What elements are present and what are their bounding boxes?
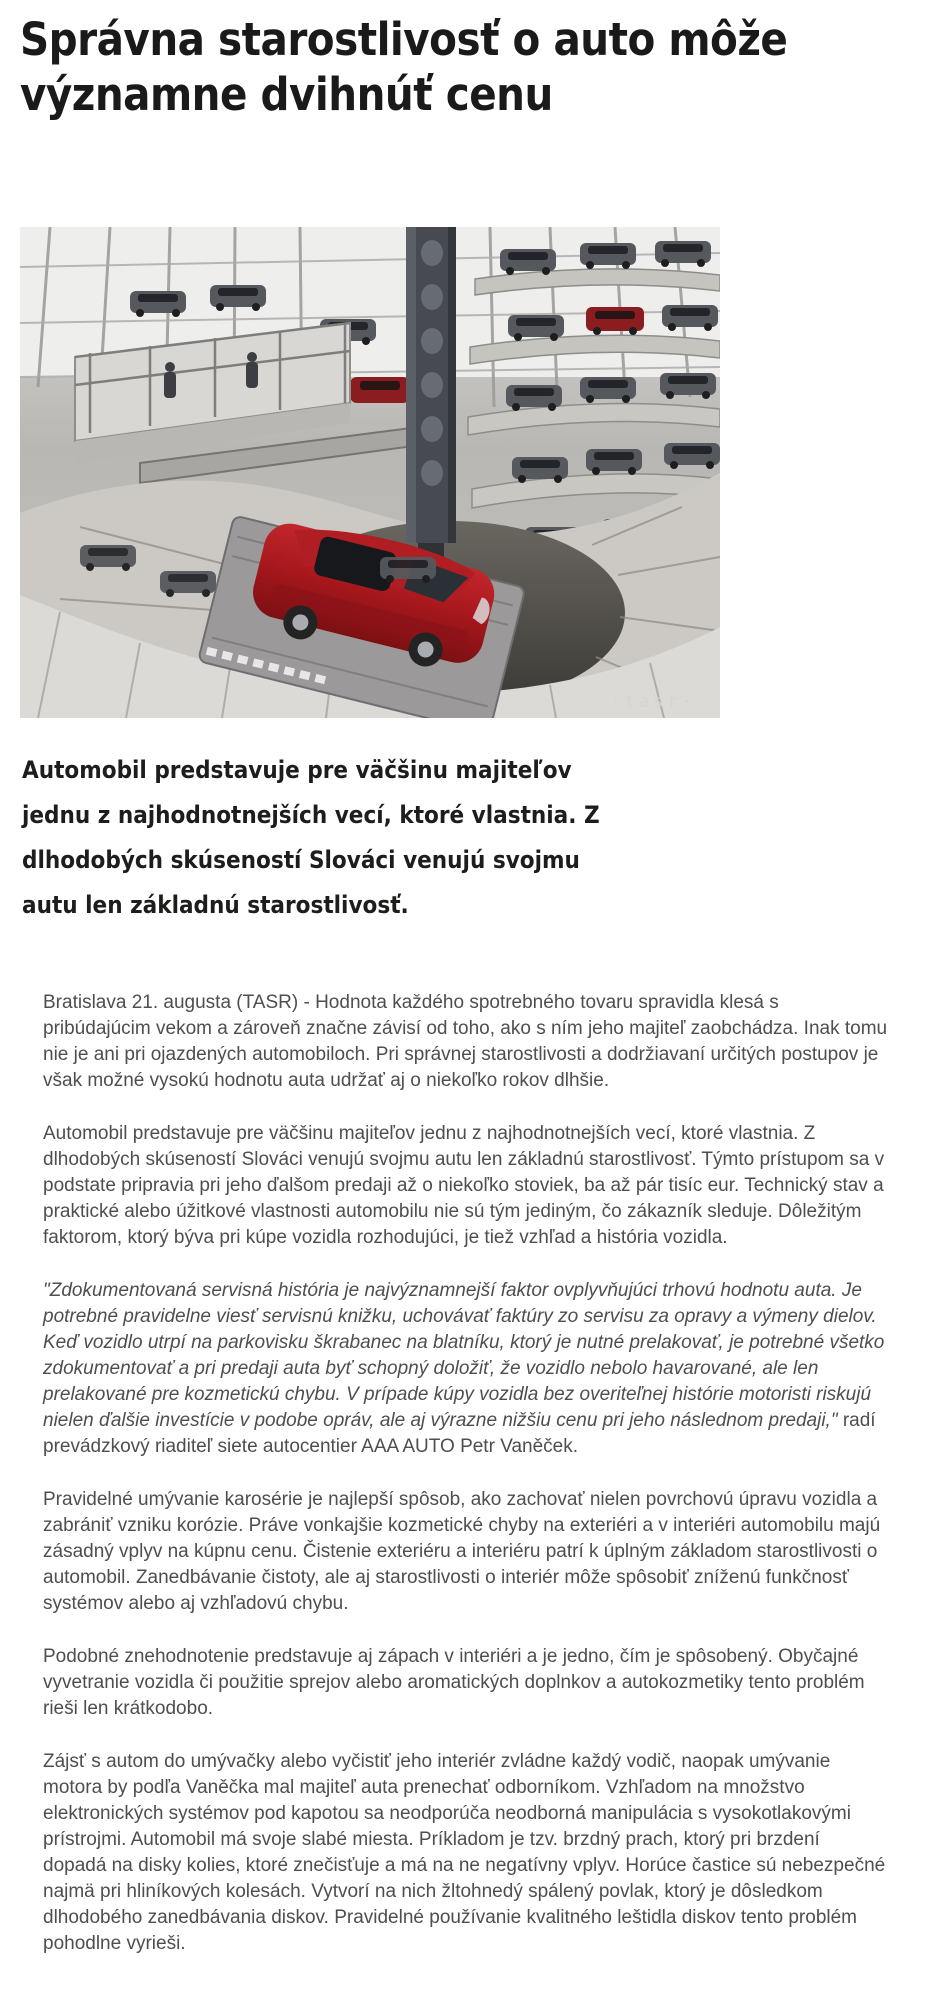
article-lead: Automobil predstavuje pre väčšinu majiteľov jednu z najhodnotnejších vecí, ktoré vlastnia. Z dlhodobých skúseností Slováci venujú svojmu autu len základnú starostlivosť. xyxy=(22,756,600,919)
article-photo-figure xyxy=(20,227,720,718)
article-title: Správna starostlivosť o auto môže významne dvihnúť cenu xyxy=(20,13,788,121)
car-tower-photo[interactable] xyxy=(20,227,720,718)
article-paragraph-5: Podobné znehodnotenie predstavuje aj zápach v interiéri a je jedno, čím je spôsobený. Obyčajné vyvetranie vozidla či použitie sprejov alebo aromatických doplnkov a autokozmetiky tento problém rieši len krátkodobo. xyxy=(43,1646,865,1719)
article-paragraph-4: Pravidelné umývanie karosérie je najlepší spôsob, ako zachovať nielen povrchovú úpravu vozidla a zabrániť vzniku korózie. Práve vonkajšie kozmetické chyby na exteriéri a v interiéri automobilu majú zásadný vplyv na kúpnu cenu. Čistenie exteriéru a interiéru patrí k úplným základom starostlivosti o automobil. Zanedbávanie čistoty, ale aj starostlivosti o interiér môže spôsobiť zníženú funkčnosť systémov alebo aj vzhľadovú chybu. xyxy=(43,1489,881,1614)
article-paragraph-2: Automobil predstavuje pre väčšinu majiteľov jednu z najhodnotnejších vecí, ktoré vlastnia. Z dlhodobých skúseností Slováci venujú svojmu autu len základnú starostlivosť. Týmto prístupom sa v podstate pripravia pri jeho ďalšom predaji až o niekoľko stoviek, ba až pár tisíc eur. Technický stav a praktické alebo úžitkové vlastnosti automobilu nie sú tým jediným, čo zákazník sleduje. Dôležitým faktorom, ktorý býva pri kúpe vozidla rozhodujúci, je tiež vzhľad a história vozidla. xyxy=(43,1123,885,1248)
article-paragraph-1: Bratislava 21. augusta (TASR) - Hodnota každého spotrebného tovaru spravidla klesá s pribúdajúcim vekom a zároveň značne závisí od toho, ako s ním jeho majiteľ zaobchádza. Inak tomu nie je ani pri ojazdených automobiloch. Pri správnej starostlivosti a dodržiavaní určitých postupov je však možné vysokú hodnotu auta udržať aj o niekoľko rokov dlhšie. xyxy=(43,992,888,1091)
photo-watermark: ·tasr· xyxy=(610,692,696,712)
article-body xyxy=(43,990,888,1957)
article-paragraph-6: Zájsť s autom do umývačky alebo vyčistiť jeho interiér zvládne každý vodič, naopak umývanie motora by podľa Vaněčka mal majiteľ auta prenechať odborníkom. Vzhľadom na množstvo elektronických systémov pod kapotou sa neodporúča neodborná manipulácia s vysokotlakovými prístrojmi. Automobil má svoje slabé miesta. Príkladom je tzv. brzdný prach, ktorý pri brzdení dopadá na disky kolies, ktoré znečisťuje a má na ne negatívny vplyv. Horúce častice sú nebezpečné najmä pri hliníkových kolesách. Vytvorí na nich žltohnedý spálený povlak, ktorý je dôsledkom dlhodobého zanedbávania diskov. Pravidelné používanie kvalitného leštidla diskov tento problém pohodlne vyrieši. xyxy=(43,1751,886,1954)
quote-text: "Zdokumentovaná servisná história je najvýznamnejší faktor ovplyvňujúci trhovú hodnotu auta. Je potrebné pravidelne viesť servisnú knižku, uchovávať faktúry zo servisu za opravy a výmeny dielov. Keď vozidlo utrpí na parkovisku škrabanec na blatníku, ktorý je nutné prelakovať, je potrebné všetko zdokumentovať a pri predaji auta byť schopný doložiť, že vozidlo nebolo havarované, ale len prelakované pre kozmetickú chybu. V prípade kúpy vozidla bez overiteľnej histórie motoristi riskujú nielen ďalšie investície v podobe opráv, ale aj výrazne nižšiu cenu pri jeho následnom predaji," xyxy=(43,1280,885,1431)
quote-attribution: radí prevádzkový riaditeľ siete autocentier AAA AUTO Petr Vaněček. xyxy=(43,1410,876,1457)
quote-paragraph xyxy=(43,1278,888,1460)
